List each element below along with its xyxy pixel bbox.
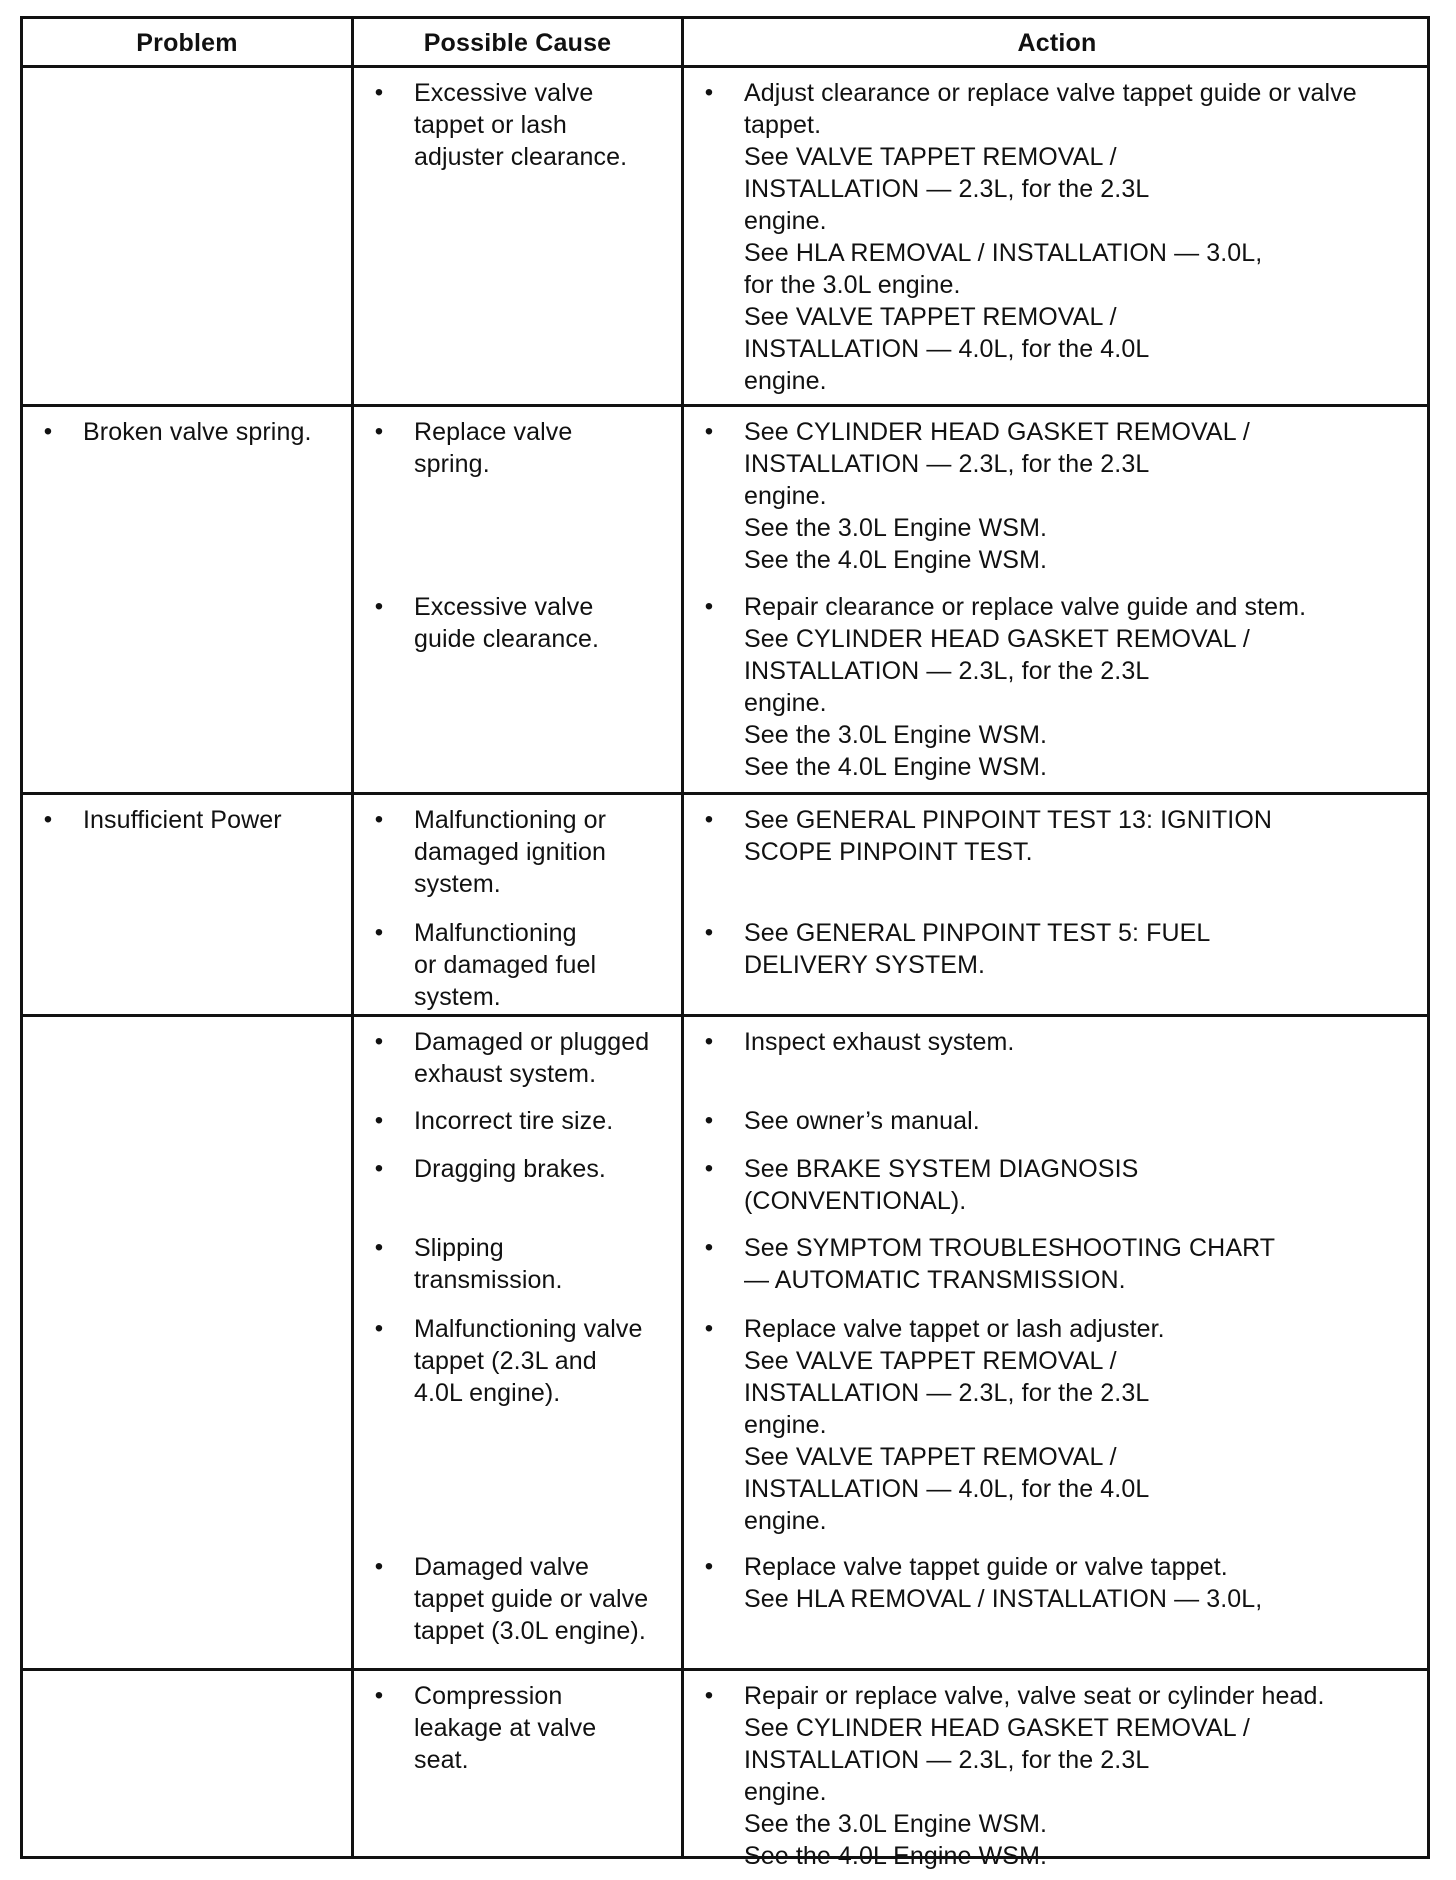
- action-item-text: [744, 416, 1426, 576]
- text-line: See BRAKE SYSTEM DIAGNOSIS: [744, 1155, 1139, 1183]
- action-item-text: [744, 1026, 1426, 1058]
- bullet-icon: •: [704, 1107, 714, 1134]
- text-line: See the 3.0L Engine WSM.: [744, 1810, 1048, 1838]
- action-item-text: [744, 1232, 1426, 1296]
- text-line: Excessive valve: [414, 593, 594, 621]
- bullet-icon: •: [704, 593, 714, 620]
- text-line: Damaged or plugged: [414, 1028, 650, 1056]
- text-line: transmission.: [414, 1266, 563, 1294]
- action-item-text: [744, 1105, 1426, 1137]
- bullet-icon: •: [704, 806, 714, 833]
- text-line: Malfunctioning valve: [414, 1315, 643, 1343]
- text-line: guide clearance.: [414, 625, 600, 653]
- text-line: See the 3.0L Engine WSM.: [744, 514, 1048, 542]
- text-line: adjuster clearance.: [414, 143, 628, 171]
- text-line: Repair or replace valve, valve seat or cylinder head.: [744, 1682, 1325, 1710]
- text-line: See VALVE TAPPET REMOVAL /: [744, 1443, 1117, 1471]
- text-line: See SYMPTOM TROUBLESHOOTING CHART: [744, 1234, 1276, 1262]
- bullet-icon: •: [704, 919, 714, 946]
- text-line: Replace valve: [414, 418, 573, 446]
- action-item-text: [744, 1313, 1426, 1537]
- cause-item-text: [414, 1232, 674, 1296]
- problem-item-text: [83, 416, 344, 448]
- text-line: See VALVE TAPPET REMOVAL /: [744, 303, 1117, 331]
- column-divider-problem-cause: [351, 19, 354, 1856]
- bullet-icon: •: [704, 1028, 714, 1055]
- bullet-icon: •: [374, 1682, 384, 1709]
- text-line: See CYLINDER HEAD GASKET REMOVAL /: [744, 625, 1250, 653]
- text-line: See VALVE TAPPET REMOVAL /: [744, 1347, 1117, 1375]
- text-line: tappet or lash: [414, 111, 567, 139]
- text-line: INSTALLATION — 2.3L, for the 2.3L: [744, 657, 1150, 685]
- cause-item-text: [414, 1680, 674, 1776]
- bullet-icon: •: [374, 1234, 384, 1261]
- text-line: Malfunctioning: [414, 919, 577, 947]
- text-line: Repair clearance or replace valve guide and stem.: [744, 593, 1307, 621]
- cause-item-text: [414, 591, 674, 655]
- cause-item-text: [414, 1105, 674, 1137]
- bullet-icon: •: [374, 1553, 384, 1580]
- text-line: Replace valve tappet or lash adjuster.: [744, 1315, 1165, 1343]
- text-line: Replace valve tappet guide or valve tappet.: [744, 1553, 1228, 1581]
- action-item-text: [744, 1153, 1426, 1217]
- bullet-icon: •: [43, 418, 53, 445]
- text-line: spring.: [414, 450, 490, 478]
- text-line: (CONVENTIONAL).: [744, 1187, 967, 1215]
- action-item-text: [744, 1551, 1426, 1615]
- bullet-icon: •: [704, 1682, 714, 1709]
- text-line: engine.: [744, 367, 827, 395]
- problem-item-text: [83, 804, 344, 836]
- action-item-text: [744, 1680, 1426, 1872]
- cause-item-text: [414, 804, 674, 900]
- text-line: INSTALLATION — 4.0L, for the 4.0L: [744, 1475, 1150, 1503]
- text-line: Adjust clearance or replace valve tappet guide or valve: [744, 79, 1357, 107]
- text-line: INSTALLATION — 4.0L, for the 4.0L: [744, 335, 1150, 363]
- cause-item-text: [414, 1313, 674, 1409]
- cause-item-text: [414, 416, 674, 480]
- text-line: Malfunctioning or: [414, 806, 607, 834]
- text-line: INSTALLATION — 2.3L, for the 2.3L: [744, 1379, 1150, 1407]
- cause-item-text: [414, 1551, 674, 1647]
- text-line: tappet (3.0L engine).: [414, 1617, 646, 1645]
- text-line: INSTALLATION — 2.3L, for the 2.3L: [744, 175, 1150, 203]
- text-line: See the 4.0L Engine WSM.: [744, 546, 1048, 574]
- text-line: engine.: [744, 1778, 827, 1806]
- text-line: See the 3.0L Engine WSM.: [744, 721, 1048, 749]
- cause-item-text: [414, 77, 674, 173]
- bullet-icon: •: [374, 418, 384, 445]
- text-line: See VALVE TAPPET REMOVAL /: [744, 143, 1117, 171]
- text-line: tappet guide or valve: [414, 1585, 649, 1613]
- text-line: seat.: [414, 1746, 469, 1774]
- text-line: exhaust system.: [414, 1060, 597, 1088]
- text-line: — AUTOMATIC TRANSMISSION.: [744, 1266, 1126, 1294]
- text-line: See GENERAL PINPOINT TEST 5: FUEL: [744, 919, 1211, 947]
- bullet-icon: •: [704, 1553, 714, 1580]
- text-line: damaged ignition: [414, 838, 607, 866]
- troubleshooting-table: [20, 16, 1430, 1870]
- text-line: Inspect exhaust system.: [744, 1028, 1015, 1056]
- text-line: Incorrect tire size.: [414, 1107, 614, 1135]
- text-line: 4.0L engine).: [414, 1379, 561, 1407]
- header-problem: Problem: [136, 28, 238, 57]
- cause-item-text: [414, 1153, 674, 1185]
- text-line: or damaged fuel: [414, 951, 597, 979]
- text-line: tappet (2.3L and: [414, 1347, 597, 1375]
- header-action: Action: [1017, 28, 1097, 57]
- bullet-icon: •: [374, 79, 384, 106]
- column-divider-cause-action: [681, 19, 684, 1856]
- action-item-text: [744, 77, 1426, 397]
- bullet-icon: •: [374, 806, 384, 833]
- action-item-text: [744, 804, 1426, 868]
- problem-column: [33, 19, 348, 1856]
- text-line: Slipping: [414, 1234, 504, 1262]
- bullet-icon: •: [704, 1234, 714, 1261]
- text-line: See HLA REMOVAL / INSTALLATION — 3.0L,: [744, 1585, 1263, 1613]
- bullet-icon: •: [374, 1028, 384, 1055]
- cause-item-text: [414, 1026, 674, 1090]
- bullet-icon: •: [704, 79, 714, 106]
- action-item-text: [744, 917, 1426, 981]
- text-line: See CYLINDER HEAD GASKET REMOVAL /: [744, 418, 1250, 446]
- cause-column: [364, 19, 678, 1856]
- text-line: Dragging brakes.: [414, 1155, 606, 1183]
- text-line: engine.: [744, 207, 827, 235]
- text-line: engine.: [744, 689, 827, 717]
- text-line: leakage at valve: [414, 1714, 597, 1742]
- text-line: DELIVERY SYSTEM.: [744, 951, 986, 979]
- bullet-icon: •: [374, 919, 384, 946]
- text-line: system.: [414, 870, 501, 898]
- bullet-icon: •: [43, 806, 53, 833]
- action-column: [694, 19, 1430, 1870]
- text-line: See CYLINDER HEAD GASKET REMOVAL /: [744, 1714, 1250, 1742]
- bullet-icon: •: [374, 593, 384, 620]
- bullet-icon: •: [374, 1315, 384, 1342]
- text-line: See GENERAL PINPOINT TEST 13: IGNITION: [744, 806, 1273, 834]
- text-line: See the 4.0L Engine WSM.: [744, 753, 1048, 781]
- text-line: INSTALLATION — 2.3L, for the 2.3L: [744, 450, 1150, 478]
- text-line: Damaged valve: [414, 1553, 590, 1581]
- text-line: See owner’s manual.: [744, 1107, 980, 1135]
- cause-item-text: [414, 917, 674, 1013]
- text-line: Broken valve spring.: [83, 418, 312, 446]
- text-line: See HLA REMOVAL / INSTALLATION — 3.0L,: [744, 239, 1263, 267]
- bullet-icon: •: [704, 1155, 714, 1182]
- text-line: INSTALLATION — 2.3L, for the 2.3L: [744, 1746, 1150, 1774]
- text-line: system.: [414, 983, 501, 1011]
- text-line: tappet.: [744, 111, 822, 139]
- bullet-icon: •: [704, 418, 714, 445]
- action-item-text: [744, 591, 1426, 783]
- text-line: engine.: [744, 482, 827, 510]
- bullet-icon: •: [374, 1155, 384, 1182]
- text-line: for the 3.0L engine.: [744, 271, 961, 299]
- text-line: SCOPE PINPOINT TEST.: [744, 838, 1033, 866]
- text-line: Compression: [414, 1682, 563, 1710]
- header-possible-cause: Possible Cause: [423, 28, 612, 57]
- text-line: Insufficient Power: [83, 806, 282, 834]
- bullet-icon: •: [374, 1107, 384, 1134]
- text-line: See the 4.0L Engine WSM.: [744, 1842, 1048, 1870]
- text-line: Excessive valve: [414, 79, 594, 107]
- text-line: engine.: [744, 1507, 827, 1535]
- text-line: engine.: [744, 1411, 827, 1439]
- bullet-icon: •: [704, 1315, 714, 1342]
